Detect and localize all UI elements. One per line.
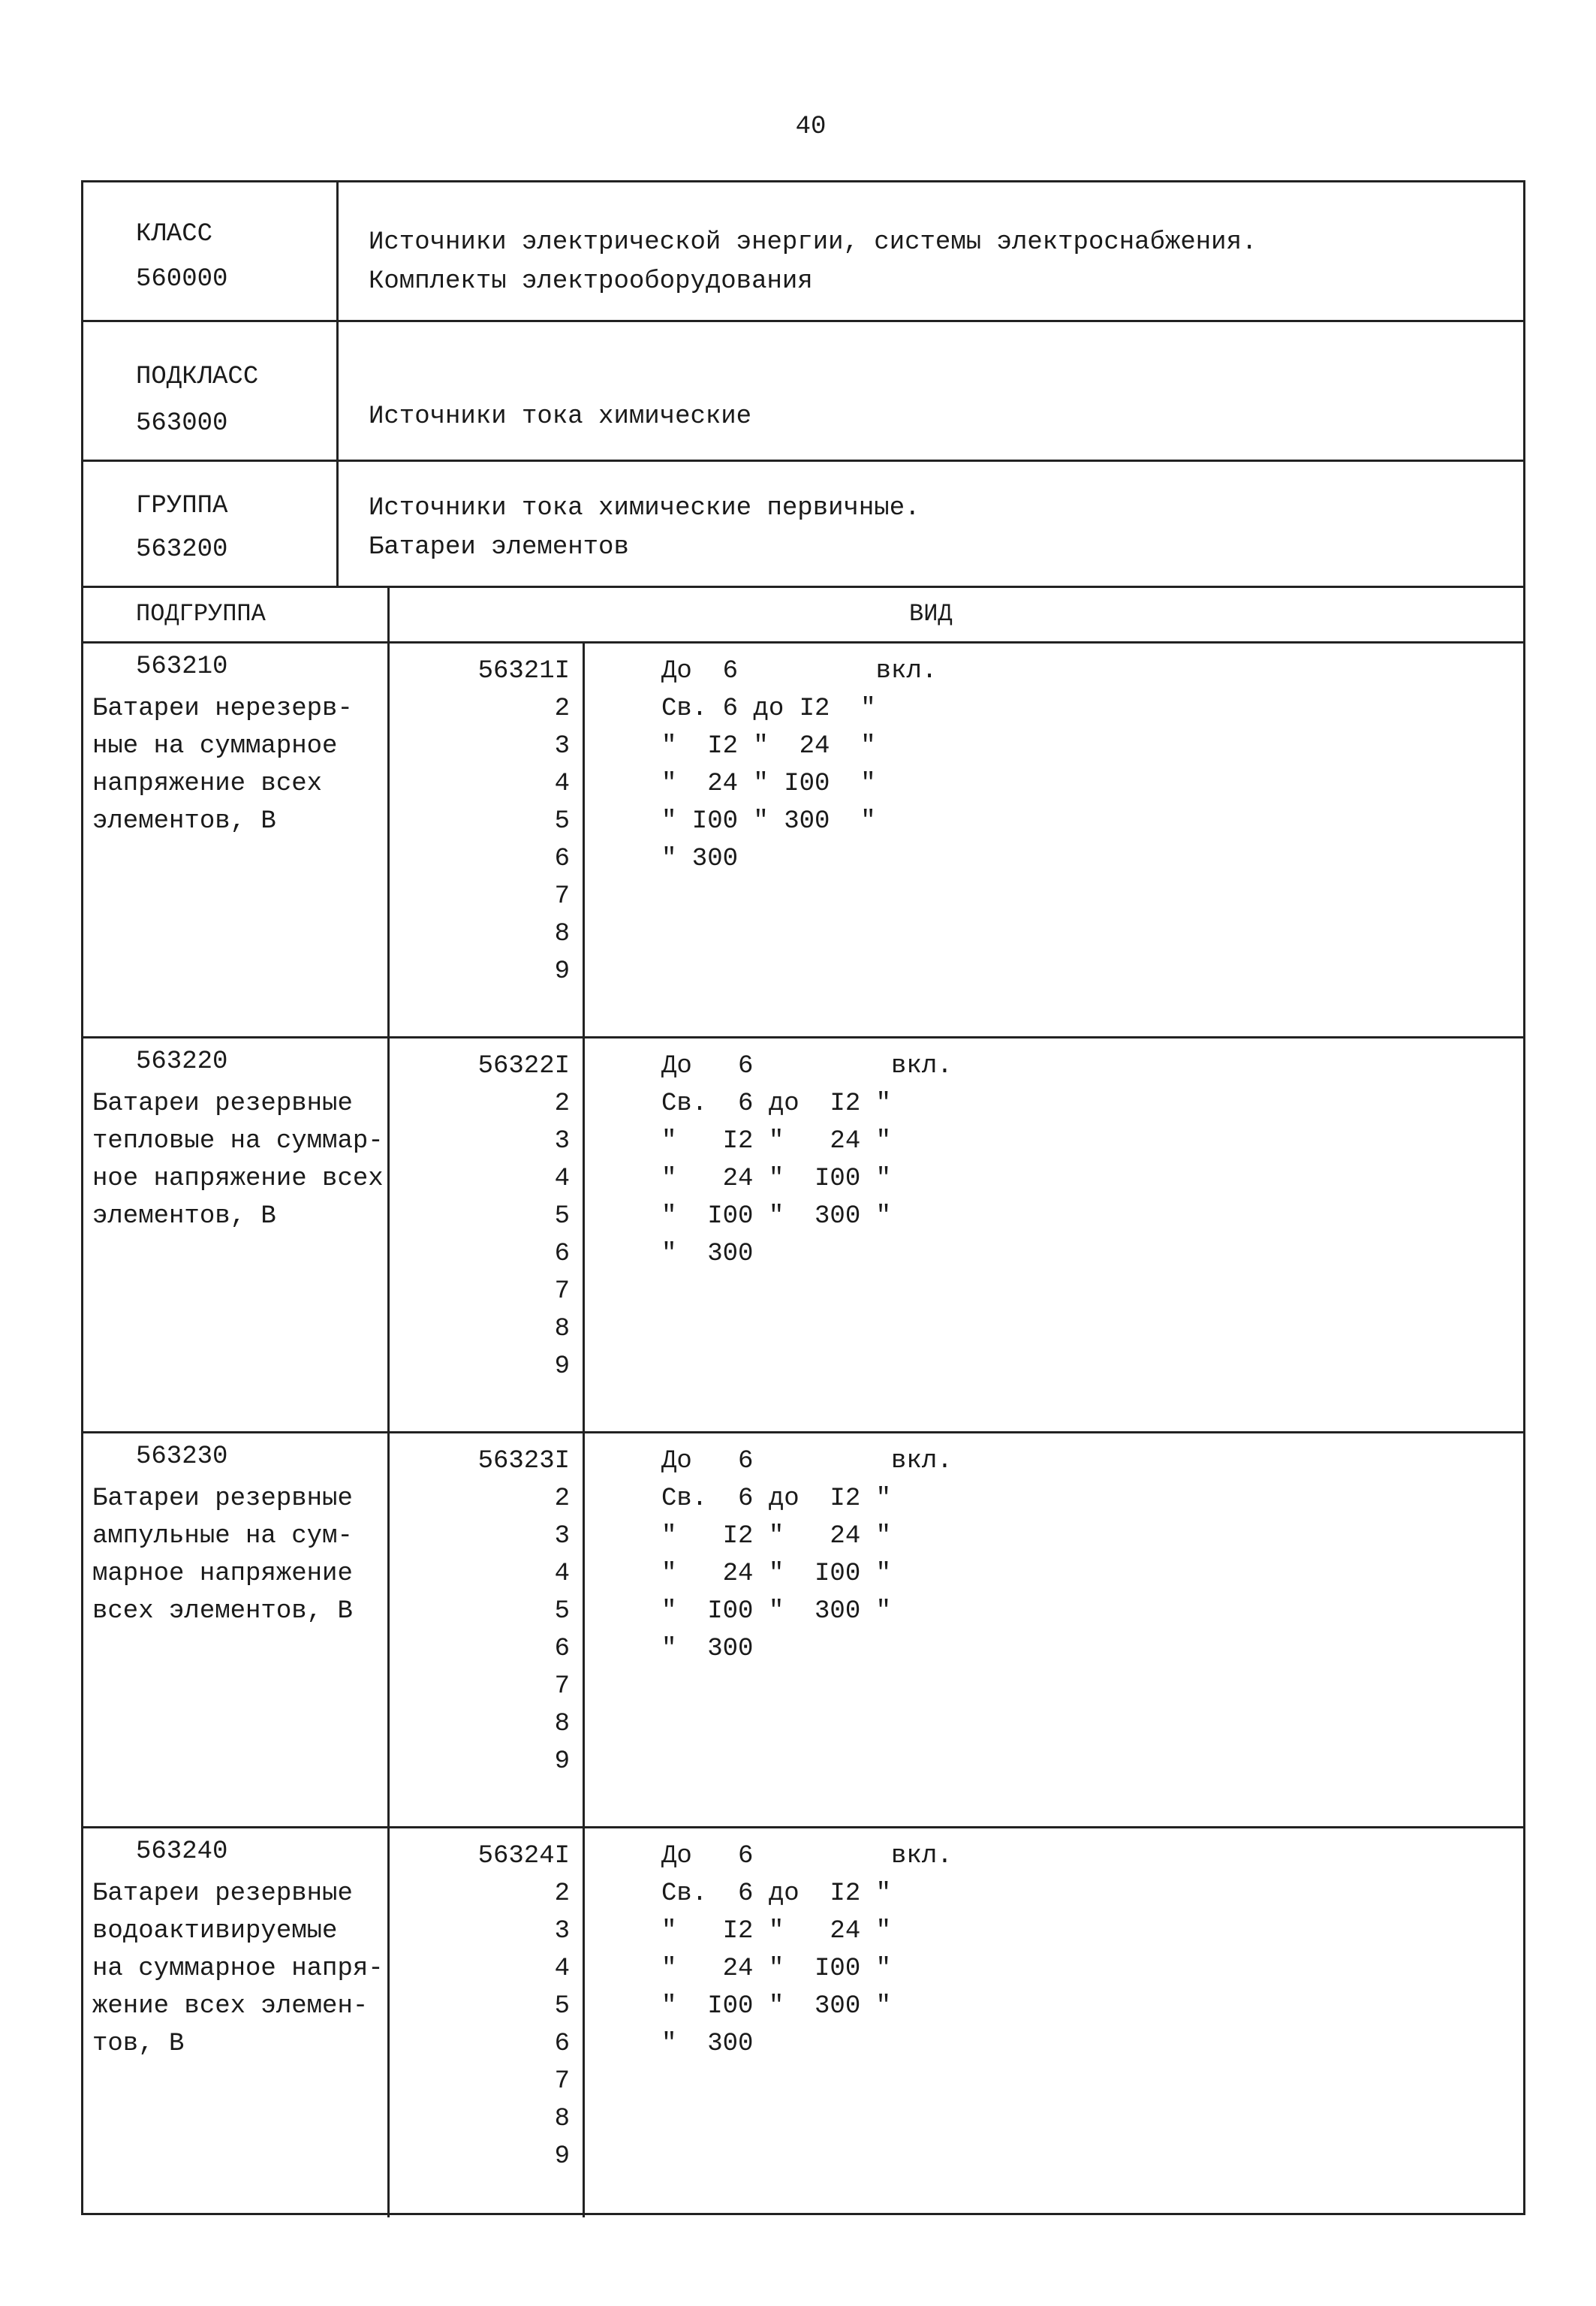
klass-label: КЛАСС (136, 220, 213, 249)
kind-code: 8 (554, 1710, 570, 1738)
subgroup-code: 563210 (136, 653, 228, 681)
kind-code: 2 (554, 1090, 570, 1118)
kind-code: 5 (554, 807, 570, 836)
voltage-range: Св. 6 до I2 " (661, 1090, 892, 1118)
kind-code: 6 (554, 1240, 570, 1268)
subgroup-row (83, 1433, 1523, 1828)
klass-code-cell (83, 182, 339, 320)
kind-code: 2 (554, 1485, 570, 1513)
kind-code: 3 (554, 732, 570, 761)
gruppa-code: 563200 (136, 535, 228, 564)
kind-code: 56324I (477, 1842, 570, 1870)
klass-desc-line: Комплекты электрооборудования (369, 267, 813, 296)
voltage-range: " I2 " 24 " (661, 1127, 892, 1156)
kind-code: 5 (554, 1992, 570, 2021)
voltage-range: " 24 " I00 " (661, 1165, 892, 1193)
gruppa-desc-line: Батареи элементов (369, 533, 629, 562)
kind-code: 5 (554, 1202, 570, 1231)
kind-code: 8 (554, 920, 570, 948)
kind-code: 7 (554, 2067, 570, 2096)
voltage-range: До 6 вкл. (661, 657, 938, 686)
kind-code: 3 (554, 1127, 570, 1156)
voltage-range: " I00 " 300 " (661, 807, 876, 836)
podklass-desc (369, 397, 751, 436)
kind-code: 9 (554, 1747, 570, 1776)
subgroup-row (83, 644, 1523, 1038)
kind-code: 7 (554, 882, 570, 911)
voltage-range: " 24 " I00 " (661, 770, 876, 798)
subgroup-name (92, 1085, 385, 1235)
subgroup-code: 563230 (136, 1442, 228, 1471)
page-number: 40 (795, 113, 827, 141)
voltage-range: " I2 " 24 " (661, 732, 876, 761)
gruppa-desc (369, 489, 920, 567)
gruppa-code-cell (83, 462, 339, 586)
kind-code: 9 (554, 1352, 570, 1381)
kind-codes (406, 1047, 579, 1385)
subgroup-code: 563240 (136, 1837, 228, 1866)
voltage-range: " 300 (661, 1240, 754, 1268)
kind-code: 5 (554, 1597, 570, 1626)
podklass-code-cell (83, 322, 339, 460)
gruppa-label: ГРУППА (136, 492, 228, 520)
subgroup-name-line: Батареи резервные (92, 1879, 353, 1908)
kind-code: 4 (554, 1165, 570, 1193)
voltage-range: Св. 6 до I2 " (661, 695, 876, 723)
subgroup-name (92, 1480, 385, 1630)
subgroup-name-line: элементов, В (92, 1202, 276, 1231)
subgroup-name-line: ное напряжение всех (92, 1165, 384, 1193)
subgroup-column-header: ПОДГРУППА (136, 600, 266, 628)
voltage-range: Св. 6 до I2 " (661, 1879, 892, 1908)
subgroup-name (92, 690, 385, 840)
kind-code: 56321I (477, 657, 570, 686)
subgroup-name-line: Батареи нерезерв- (92, 695, 353, 723)
kind-code: 6 (554, 1635, 570, 1663)
podklass-row (83, 322, 1523, 462)
subgroup-row (83, 1828, 1523, 2213)
kind-codes (406, 1442, 579, 1780)
gruppa-row (83, 462, 1523, 588)
kind-code: 7 (554, 1672, 570, 1701)
voltage-range: " 300 (661, 845, 739, 873)
subgroup-name-line: Батареи резервные (92, 1090, 353, 1118)
subgroup-name-line: на суммарное напря- (92, 1955, 384, 1983)
voltage-ranges (661, 1837, 1112, 2063)
kind-codes (406, 653, 579, 990)
kind-code: 3 (554, 1917, 570, 1946)
podklass-code: 563000 (136, 409, 228, 438)
subgroup-name-line: всех элементов, В (92, 1597, 353, 1626)
kind-code: 8 (554, 1315, 570, 1343)
kind-code: 6 (554, 845, 570, 873)
subgroup-name-line: ные на суммарное (92, 732, 338, 761)
subgroup-name-line: тепловые на суммар- (92, 1127, 384, 1156)
kind-code: 7 (554, 1277, 570, 1306)
subgroup-code: 563220 (136, 1047, 228, 1076)
voltage-range: " I00 " 300 " (661, 1992, 892, 2021)
voltage-ranges (661, 653, 1112, 878)
subgroup-name-line: тов, В (92, 2030, 185, 2058)
klass-desc (369, 223, 1257, 301)
kind-code: 3 (554, 1522, 570, 1551)
kind-code: 2 (554, 695, 570, 723)
column-header-row (83, 588, 1523, 644)
vid-column-header: ВИД (909, 600, 953, 628)
subgroup-name-line: Батареи резервные (92, 1485, 353, 1513)
kind-code: 2 (554, 1879, 570, 1908)
klass-desc-line: Источники электрической энергии, системы электроснабжения. (369, 228, 1257, 257)
voltage-ranges (661, 1047, 1112, 1273)
voltage-range: " I00 " 300 " (661, 1202, 892, 1231)
klass-row (83, 182, 1523, 322)
subgroup-name-line: водоактивируемые (92, 1917, 338, 1946)
voltage-ranges (661, 1442, 1112, 1668)
kind-code: 56323I (477, 1447, 570, 1476)
kind-code: 9 (554, 2142, 570, 2171)
voltage-range: До 6 вкл. (661, 1842, 953, 1870)
kind-code: 6 (554, 2030, 570, 2058)
classification-table (81, 180, 1525, 2215)
voltage-range: " 24 " I00 " (661, 1560, 892, 1588)
kind-code: 4 (554, 1955, 570, 1983)
voltage-range: Св. 6 до I2 " (661, 1485, 892, 1513)
subgroup-name-line: жение всех элемен- (92, 1992, 369, 2021)
podklass-desc-line: Источники тока химические (369, 402, 752, 431)
voltage-range: " I00 " 300 " (661, 1597, 892, 1626)
subgroup-name-line: элементов, В (92, 807, 276, 836)
voltage-range: " I2 " 24 " (661, 1917, 892, 1946)
voltage-range: До 6 вкл. (661, 1052, 953, 1081)
voltage-range: " 300 (661, 1635, 754, 1663)
subgroup-name (92, 1875, 385, 2063)
voltage-range: " 300 (661, 2030, 754, 2058)
subgroup-name-line: напряжение всех (92, 770, 323, 798)
subgroup-name-line: ампульные на сум- (92, 1522, 353, 1551)
kind-code: 8 (554, 2105, 570, 2133)
subgroup-name-line: марное напряжение (92, 1560, 353, 1588)
kind-codes (406, 1837, 579, 2175)
subgroup-row (83, 1038, 1523, 1433)
voltage-range: " 24 " I00 " (661, 1955, 892, 1983)
klass-code: 560000 (136, 265, 228, 294)
voltage-range: До 6 вкл. (661, 1447, 953, 1476)
podklass-label: ПОДКЛАСС (136, 363, 259, 391)
kind-code: 56322I (477, 1052, 570, 1081)
kind-code: 9 (554, 957, 570, 986)
kind-code: 4 (554, 1560, 570, 1588)
gruppa-desc-line: Источники тока химические первичные. (369, 494, 920, 523)
voltage-range: " I2 " 24 " (661, 1522, 892, 1551)
kind-code: 4 (554, 770, 570, 798)
